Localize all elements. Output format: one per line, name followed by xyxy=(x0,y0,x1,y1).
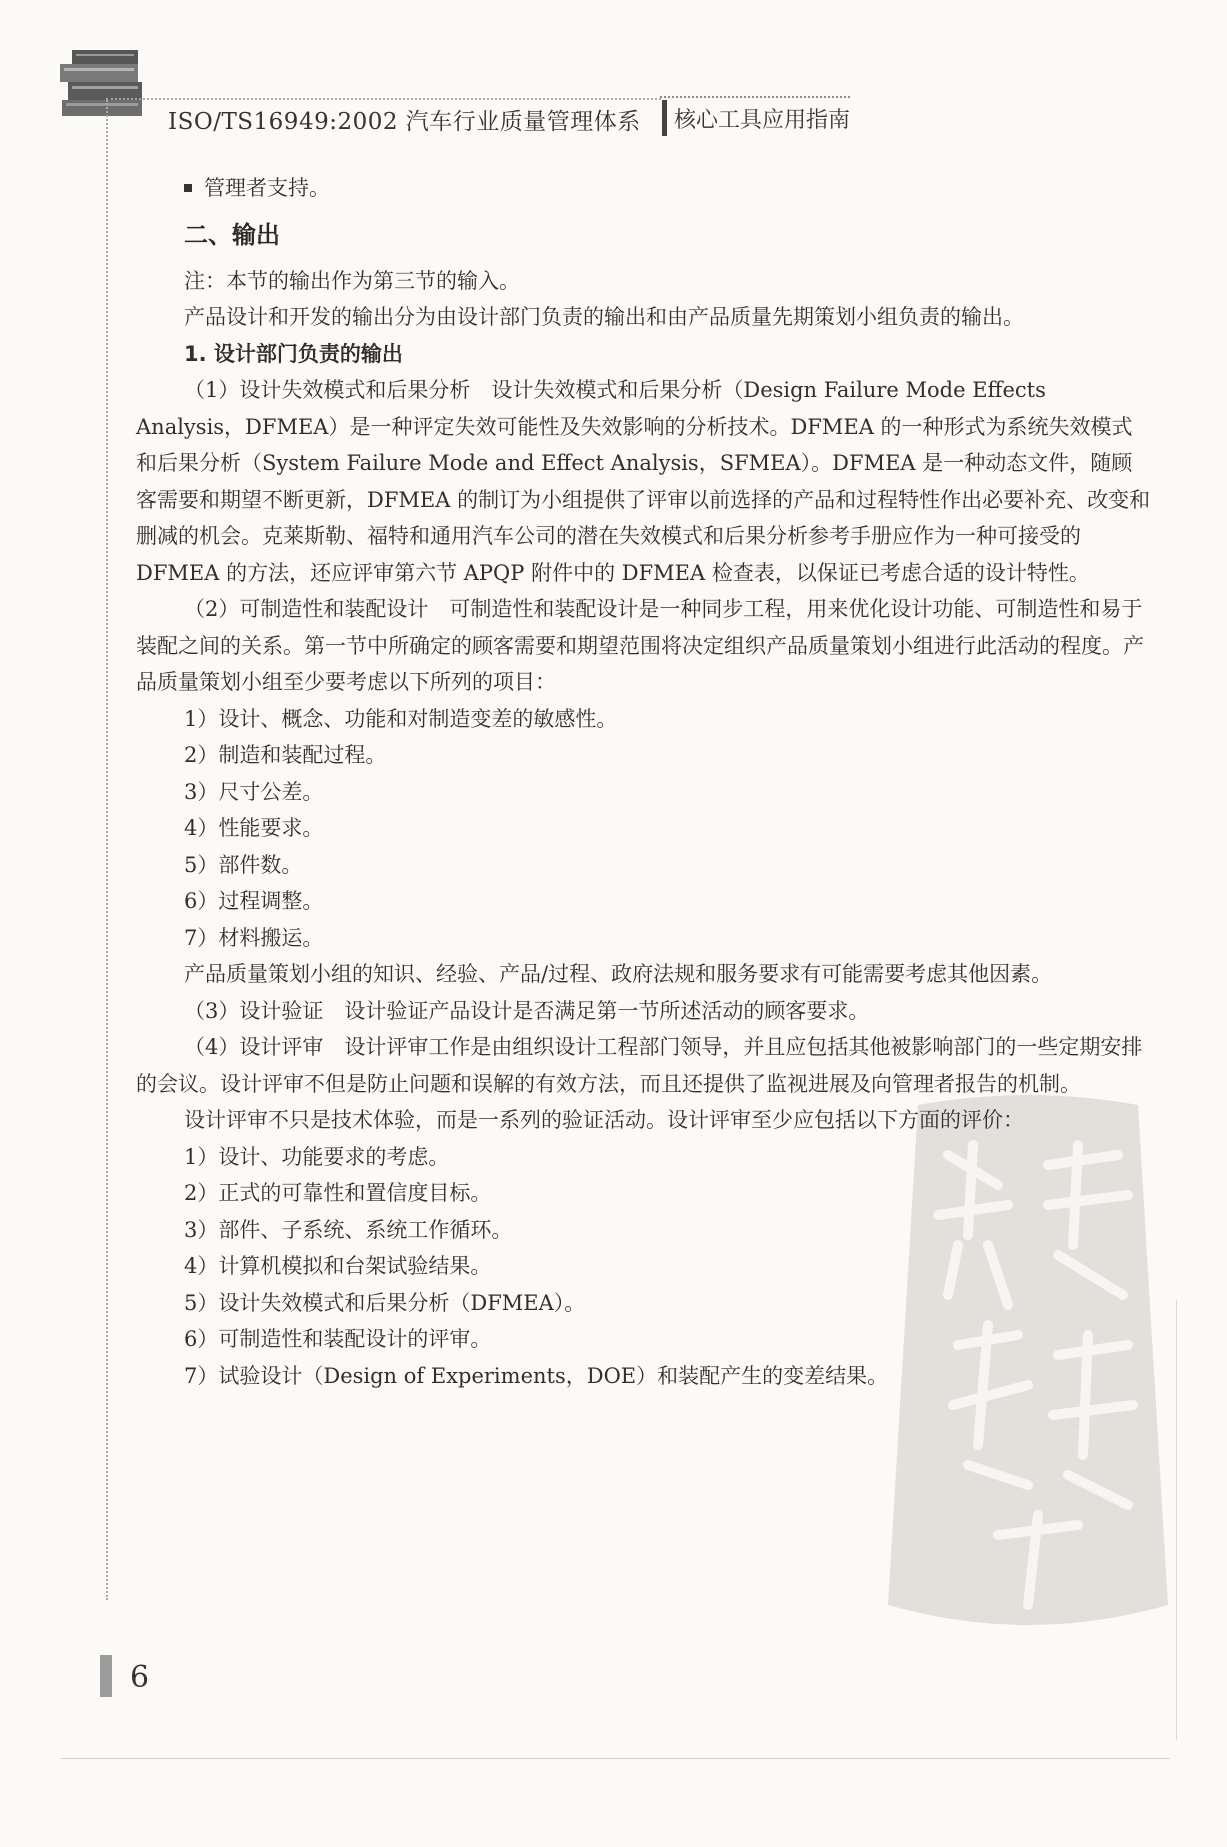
list-item: 3）尺寸公差。 xyxy=(184,779,324,804)
intro-paragraph: 产品设计和开发的输出分为由设计部门负责的输出和由产品质量先期策划小组负责的输出。 xyxy=(184,305,1024,329)
bullet-item xyxy=(136,170,1152,207)
page-number: 6 xyxy=(130,1660,150,1695)
dfmea-paragraph: （1）设计失效模式和后果分析 设计失效模式和后果分析（Design Failure Mode Effects Analysis，DFMEA）是一种评定失效可能性及失效影响的分析技术。DFMEA 的一种形式为系统失效模式和后果分析（System Failure Mode and Effect Analysis，SFMEA）。DFMEA 是一种动态文件，随顾客需要和期望不断更新，DFMEA 的制订为小组提供了评审以前选择的产品和过程特性作出必要补充、改变和删减的机会。克莱斯勒、福特和通用汽车公司的潜在失效模式和后果分析参考手册应作为一种可接受的 DFMEA 的方法，还应评审第六节 APQP 附件中的 DFMEA 检查表，以保证已考虑合适的设计特性。 xyxy=(136,378,1151,585)
page-number-bar xyxy=(100,1655,112,1697)
list-item: 1）设计、功能要求的考虑。 xyxy=(184,1144,450,1169)
main-text xyxy=(136,170,1152,1394)
square-bullet-icon xyxy=(184,184,192,192)
frame-top-dotted-line xyxy=(106,98,661,100)
list-item: 2）正式的可靠性和置信度目标。 xyxy=(184,1181,492,1205)
list-item: 5）部件数。 xyxy=(184,852,303,877)
list-item: 7）试验设计（Design of Experiments，DOE）和装配产生的变差结果。 xyxy=(184,1363,889,1388)
list-item: 4）计算机模拟和台架试验结果。 xyxy=(184,1254,492,1278)
header-divider xyxy=(662,100,667,136)
list-item: 2）制造和装配过程。 xyxy=(184,743,387,767)
books-icon xyxy=(58,48,150,120)
list-item: 6）过程调整。 xyxy=(184,889,324,913)
frame-left-dotted-line xyxy=(106,100,108,1600)
dfma-paragraph: （2）可制造性和装配设计 可制造性和装配设计是一种同步工程，用来优化设计功能、可制造性和易于装配之间的关系。第一节中所确定的顾客需要和期望范围将决定组织产品质量策划小组进行此活动的程度。产品质量策划小组至少要考虑以下所列的项目： xyxy=(136,597,1144,694)
review-paragraph: （4）设计评审 设计评审工作是由组织设计工程部门领导，并且应包括其他被影响部门的一些定期安排的会议。设计评审不但是防止问题和误解的有效方法，而且还提供了监视进展及向管理者报告的机制。 xyxy=(136,1035,1143,1096)
sub-heading: 1. 设计部门负责的输出 xyxy=(184,341,403,366)
list-item: 1）设计、概念、功能和对制造变差的敏感性。 xyxy=(184,706,618,731)
list-item: 3）部件、子系统、系统工作循环。 xyxy=(184,1217,513,1242)
other-factors-paragraph: 产品质量策划小组的知识、经验、产品/过程、政府法规和服务要求有可能需要考虑其他因素。 xyxy=(184,962,1053,986)
book-subtitle: 核心工具应用指南 xyxy=(674,108,851,133)
bullet-text: 管理者支持。 xyxy=(204,176,330,200)
bottom-rule xyxy=(60,1758,1170,1759)
header-dotted-line xyxy=(660,96,850,98)
list-item: 4）性能要求。 xyxy=(184,816,324,840)
section-heading: 二、输出 xyxy=(184,220,280,249)
note-paragraph: 注：本节的输出作为第三节的输入。 xyxy=(184,268,520,293)
list-item: 7）材料搬运。 xyxy=(184,925,324,950)
list-item: 5）设计失效模式和后果分析（DFMEA）。 xyxy=(184,1290,586,1315)
list-item: 6）可制造性和装配设计的评审。 xyxy=(184,1327,492,1351)
running-header xyxy=(0,40,1227,160)
book-title: ISO/TS16949:2002 汽车行业质量管理体系 xyxy=(168,109,641,135)
verification-paragraph: （3）设计验证 设计验证产品设计是否满足第一节所述活动的顾客要求。 xyxy=(184,998,870,1023)
right-edge-rule xyxy=(1176,1300,1177,1740)
review-scope-paragraph: 设计评审不只是技术体验，而是一系列的验证活动。设计评审至少应包括以下方面的评价： xyxy=(184,1108,1024,1132)
